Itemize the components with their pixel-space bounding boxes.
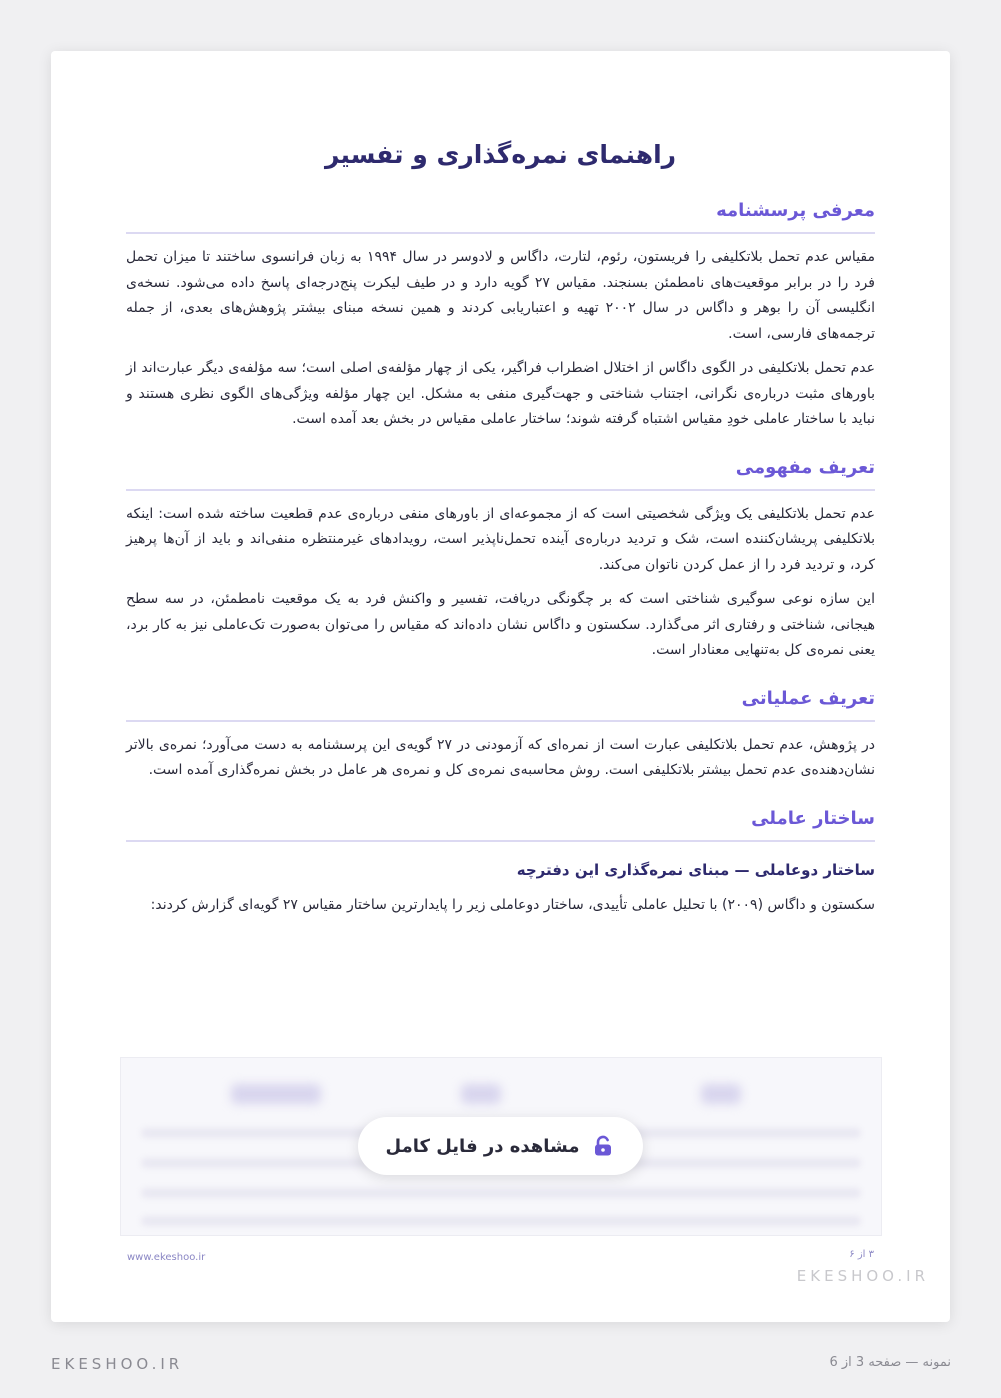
paragraph: عدم تحمل بلاتکلیفی یک ویژگی شخصیتی است که از مجموعه‌ای از باورهای منفی درباره‌ی عدم قطعیت ساخته شده است: اینکه بلاتکلیفی پریشان‌کننده است، شک و تردید درباره‌ی آینده تحمل‌ناپذیر است، رویدادهای غیرمنتظره منفی‌اند و باید از آن‌ها پرهیز کرد، و تردید فرد را از عمل کردن ناتوان می‌کند. xyxy=(126,505,875,573)
page-content xyxy=(126,129,875,918)
view-full-file-button[interactable] xyxy=(358,1117,643,1175)
paragraph: این سازه نوعی سوگیری شناختی است که بر چگونگی دریافت، تفسیر و واکنش فرد به یک موقعیت نامطمئن، در سه سطح هیجانی، شناختی و رفتاری اثر می‌گذارد. سکستون و داگاس نشان داده‌اند که مقیاس را می‌توان به‌صورت تک‌عاملی نیز به کار برد، یعنی نمره‌ی کل به‌تنهایی معنادار است. xyxy=(126,591,875,658)
blurred-row xyxy=(141,1188,861,1198)
view-full-file-label: مشاهده در فایل کامل xyxy=(385,1135,580,1157)
subheading: ساختار دوعاملی — مبنای نمره‌گذاری این دفترچه xyxy=(516,860,875,879)
blurred-header xyxy=(701,1084,741,1104)
document-page xyxy=(51,51,950,1322)
blurred-header xyxy=(461,1084,501,1104)
blurred-row xyxy=(141,1216,861,1226)
section-heading: تعریف عملیاتی xyxy=(126,686,875,722)
paragraph: مقیاس عدم تحمل بلاتکلیفی را فریستون، رئوم، لتارت، داگاس و لادوسر در سال ۱۹۹۴ به زبان فرانسوی ساختند تا میزان تحمل فرد را در برابر موقعیت‌های نامطمئن بسنجند. مقیاس ۲۷ گویه دارد و در طیف لیکرت پنج‌درجه‌ای پاسخ داده می‌شود. نسخه‌ی انگلیسی آن را بوهر و داگاس در سال ۲۰۰۲ تهیه و اعتباریابی کردند و همین نسخه مبنای بیشتر پژوهش‌های بعدی، از جمله ترجمه‌های فارسی، است. xyxy=(126,249,876,342)
paragraph: عدم تحمل بلاتکلیفی در الگوی داگاس از اختلال اضطراب فراگیر، یکی از چهار مؤلفه‌ی اصلی است؛ سه مؤلفه‌ی دیگر عبارت‌اند از باورهای مثبت درباره‌ی نگرانی، اجتناب شناختی و جهت‌گیری منفی به مشکل. این چهار مؤلفه ویژگی‌های الگوی نظری هستند و نباید با ساختار عاملی خودِ مقیاس اشتباه گرفته شوند؛ ساختار عاملی مقیاس در بخش بعد آمده است. xyxy=(126,360,875,427)
document-title: راهنمای نمره‌گذاری و تفسیر xyxy=(324,140,677,169)
section-conceptual-definition xyxy=(126,455,875,664)
section-heading: ساختار عاملی xyxy=(126,806,875,842)
footer-site-url: www.ekeshoo.ir xyxy=(127,1252,206,1263)
footer-page-number: ۳ از ۶ xyxy=(849,1249,874,1260)
section-introduction xyxy=(126,198,875,433)
blurred-header xyxy=(231,1084,321,1104)
lock-icon xyxy=(591,1134,615,1158)
paragraph: سکستون و داگاس (۲۰۰۹) با تحلیل عاملی تأییدی، ساختار دوعاملی زیر را پایدارترین ساختار مقیاس ۲۷ گویه‌ای گزارش کردند: xyxy=(150,896,875,913)
page-watermark: EKESHOO.IR xyxy=(796,1267,929,1285)
section-operational-definition xyxy=(126,686,875,784)
locked-table-preview xyxy=(120,1057,882,1236)
viewer-brand: EKESHOO.IR xyxy=(51,1355,184,1373)
section-factor-structure xyxy=(126,806,875,919)
paragraph: در پژوهش، عدم تحمل بلاتکلیفی عبارت است از نمره‌ای که آزمودنی در ۲۷ گویه‌ی این پرسشنامه به دست می‌آورد؛ نمره‌ی بالاتر نشان‌دهنده‌ی عدم تحمل بیشتر بلاتکلیفی است. روش محاسبه‌ی نمره‌ی کل و نمره‌ی هر عامل در بخش نمره‌گذاری آمده است. xyxy=(126,736,875,778)
section-heading: تعریف مفهومی xyxy=(126,455,875,491)
viewer-page-info: نمونه — صفحه 3 از 6 xyxy=(829,1355,951,1370)
section-heading: معرفی پرسشنامه xyxy=(126,198,875,234)
